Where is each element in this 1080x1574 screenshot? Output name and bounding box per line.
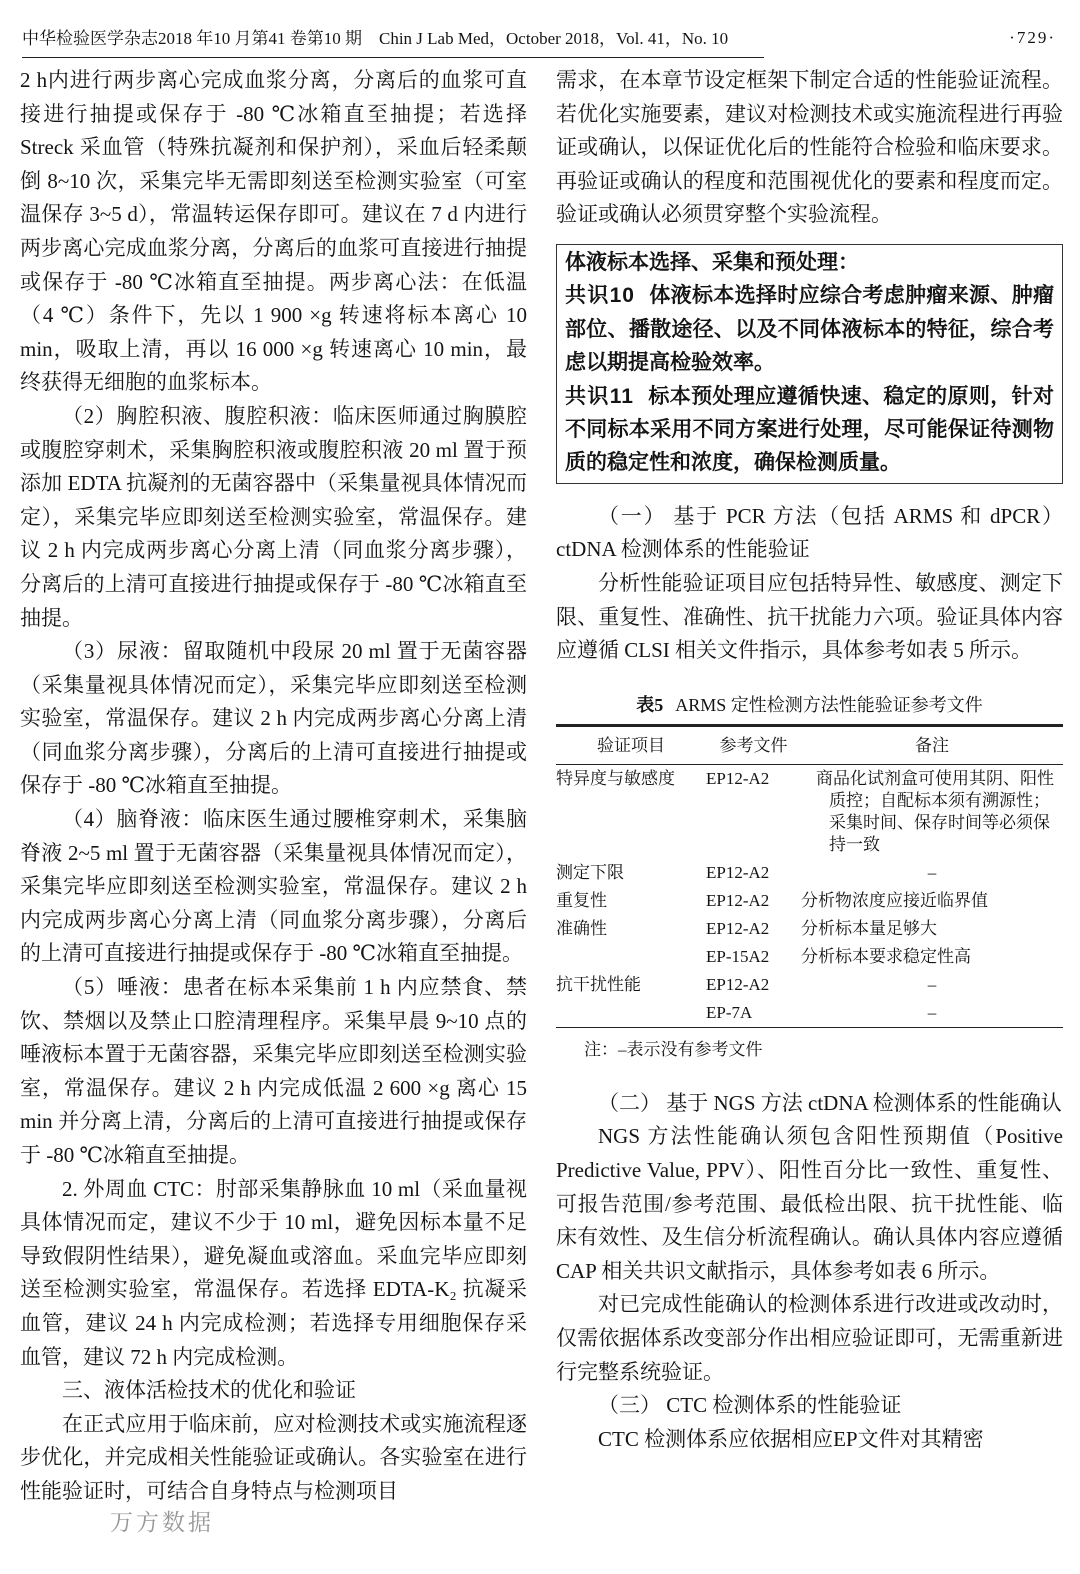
consensus-box-title: 体液标本选择、采集和预处理： [565, 250, 859, 274]
consensus-text: 标本预处理应遵循快速、稳定的原则，针对不同标本采用不同方案进行处理，尽可能保证待测物质的稳定性和浓度，确保检测质量。 [565, 384, 1055, 475]
page-header [22, 24, 1056, 58]
consensus-label: 共识11 [565, 384, 634, 408]
table-cell: 抗干扰性能 [556, 974, 641, 994]
table-5-block [556, 693, 1063, 1061]
table-row [556, 943, 1063, 971]
table-cell: EP12-A2 [706, 974, 770, 994]
paragraph: 2 h内进行两步离心完成血浆分离，分离后的血浆可直接进行抽提或保存于 -80 ℃冰箱直至抽提；若选择 Streck 采血管（特殊抗凝剂和保护剂），采血后轻柔颠倒 8~10 次，采集完毕无需即刻送至检测实验室（可室温保存 3~5 d），常温转运保存即可。建议在 7 d 内进行两步离心完成血浆分离，分离后的血浆可直接进行抽提或保存于 -80 ℃冰箱直至抽提。两步离心法：在低温（4 ℃）条件下，先以 1 900 ×g 转速将标本离心 10 min，吸取上清，再以 16 000 ×g 转速离心 10 min，最终获得无细胞的血浆标本。 [20, 68, 527, 395]
table-row [556, 764, 1063, 859]
table-cell: 商品化试剂盒可使用其阴、阳性质控；自配标本须有溯源性；采集时间、保存时间等必须保持一致 [816, 768, 1054, 854]
subsection-heading: （二） 基于 NGS 方法 ctDNA 检测体系的性能确认 [598, 1090, 1062, 1115]
journal-title-line: 中华检验医学杂志2018 年10 月第41 卷第10 期 Chin J Lab Med，October 2018，Vol. 41，No. 10 [22, 24, 764, 58]
paragraph: NGS 方法性能确认须包含阳性预期值（Positive Predictive Value, PPV）、阳性百分比一致性、重复性、可报告范围/参考范围、最低检出限、抗干扰性能、临床有效性、及生信分析流程确认。确认具体内容应遵循 CAP 相关共识文献指示，具体参考如表 6 所示。 [556, 1124, 1063, 1283]
reference-table [556, 724, 1063, 1028]
table-row [556, 971, 1063, 999]
table-caption [556, 693, 1063, 717]
column-header: 验证项目 [556, 725, 706, 764]
table-cell: EP12-A2 [706, 862, 770, 882]
paragraph: CTC 检测体系应依据相应EP文件对其精密 [598, 1426, 984, 1451]
paragraph: （4）脑脊液：临床医生通过腰椎穿刺术，采集脑脊液 2~5 ml 置于无菌容器（采集量视具体情况而定），采集完毕应即刻送至检测实验室，常温保存。建议 2 h 内完成两步离心分离上清（同血浆分离步骤），分离后的上清可直接进行抽提或保存于 -80 ℃冰箱直至抽提。 [20, 807, 527, 966]
column-header: 参考文件 [706, 725, 801, 764]
table-cell: – [927, 974, 937, 994]
table-cell: EP-15A2 [706, 946, 770, 966]
paragraph: （5）唾液：患者在标本采集前 1 h 内应禁食、禁饮、禁烟以及禁止口腔清理程序。采集早晨 9~10 点的唾液标本置于无菌容器，采集完毕应即刻送至检测实验室，常温保存。建议 2 h 内完成低温 2 600 ×g 离心 15 min 并分离上清，分离后的上清可直接进行抽提或保存于 -80 ℃冰箱直至抽提。 [20, 975, 527, 1167]
table-cell: EP12-A2 [706, 768, 770, 788]
subsection-heading: （一） 基于 PCR 方法（包括 ARMS 和 dPCR）ctDNA 检测体系的性能验证 [556, 503, 1063, 562]
paragraph: （2）胸腔积液、腹腔积液：临床医师通过胸膜腔或腹腔穿刺术，采集胸腔积液或腹腔积液 20 ml 置于预添加 EDTA 抗凝剂的无菌容器中（采集量视具体情况而定），采集完毕应即刻送至检测实验室，常温保存。建议 2 h 内完成两步离心分离上清（同血浆分离步骤），分离后的上清可直接进行抽提或保存于 -80 ℃冰箱直至抽提。 [20, 403, 527, 630]
table-cell: 特异度与敏感度 [556, 768, 675, 788]
table-header-row [556, 725, 1063, 764]
consensus-item [565, 380, 1054, 480]
table-caption-text: ARMS 定性检测方法性能验证参考文件 [675, 694, 983, 715]
paragraph: （3）尿液：留取随机中段尿 20 ml 置于无菌容器（采集量视具体情况而定），采集完毕应即刻送至检测实验室，常温保存。建议 2 h 内完成两步离心分离上清（同血浆分离步骤），分离后的上清可直接进行抽提或保存于 -80 ℃冰箱直至抽提。 [20, 639, 527, 798]
table-cell: – [927, 1002, 937, 1022]
table-cell: EP12-A2 [706, 890, 770, 910]
left-column [20, 64, 527, 1509]
paragraph: 分析性能验证项目应包括特异性、敏感度、测定下限、重复性、准确性、抗干扰能力六项。验证具体内容应遵循 CLSI 相关文件指示，具体参考如表 5 所示。 [556, 571, 1063, 663]
table-cell: 测定下限 [556, 862, 624, 882]
table-cell: 分析物浓度应接近临界值 [801, 890, 988, 910]
table-note: 注：–表示没有参考文件 [584, 1039, 763, 1059]
table-cell: – [927, 862, 937, 882]
page-number: ·729· [1009, 28, 1056, 47]
table-row [556, 999, 1063, 1028]
right-column [556, 64, 1063, 1456]
consensus-label: 共识10 [565, 284, 635, 308]
consensus-box [556, 244, 1063, 484]
table-row [556, 915, 1063, 943]
wanfang-watermark: 万方数据 [110, 1509, 214, 1535]
section-heading: 三、液体活检技术的优化和验证 [62, 1378, 356, 1403]
table-cell: EP-7A [706, 1002, 753, 1022]
paragraph: 2. 外周血 CTC：肘部采集静脉血 10 ml（采血量视具体情况而定，建议不少于 10 ml，避免因标本量不足导致假阴性结果），避免凝血或溶血。采血完毕应即刻送至检测实验室，常温保存。若选择 EDTA-K₂ 抗凝采血管，建议 24 h 内完成检测；若选择专用细胞保存采血管，建议 72 h 内完成检测。 [20, 1176, 527, 1369]
table-cell: 重复性 [556, 890, 607, 910]
paragraph: 在正式应用于临床前，应对检测技术或实施流程逐步优化，并完成相关性能验证或确认。各实验室在进行性能验证时，可结合自身特点与检测项目 [20, 1411, 527, 1503]
table-cell [556, 999, 706, 1028]
table-cell [556, 943, 706, 971]
consensus-item [565, 279, 1054, 379]
table-cell: 准确性 [556, 918, 607, 938]
column-header: 备注 [801, 725, 1063, 764]
table-caption-label: 表5 [636, 694, 664, 715]
paragraph: 需求，在本章节设定框架下制定合适的性能验证流程。若优化实施要素，建议对检测技术或实施流程进行再验证或确认，以保证优化后的性能符合检验和临床要求。再验证或确认的程度和范围视优化的要素和程度而定。验证或确认必须贯穿整个实验流程。 [556, 68, 1063, 227]
table-cell: 分析标本量足够大 [801, 918, 937, 938]
paragraph: 对已完成性能确认的检测体系进行改进或改动时，仅需依据体系改变部分作出相应验证即可，无需重新进行完整系统验证。 [556, 1292, 1063, 1384]
table-cell: 分析标本要求稳定性高 [801, 946, 971, 966]
consensus-text: 体液标本选择时应综合考虑肿瘤来源、肿瘤部位、播散途径、以及不同体液标本的特征，综合考虑以期提高检验效率。 [565, 284, 1055, 375]
table-row [556, 859, 1063, 887]
subsection-heading: （三） CTC 检测体系的性能验证 [598, 1393, 902, 1418]
table-cell: EP12-A2 [706, 918, 770, 938]
table-row [556, 887, 1063, 915]
